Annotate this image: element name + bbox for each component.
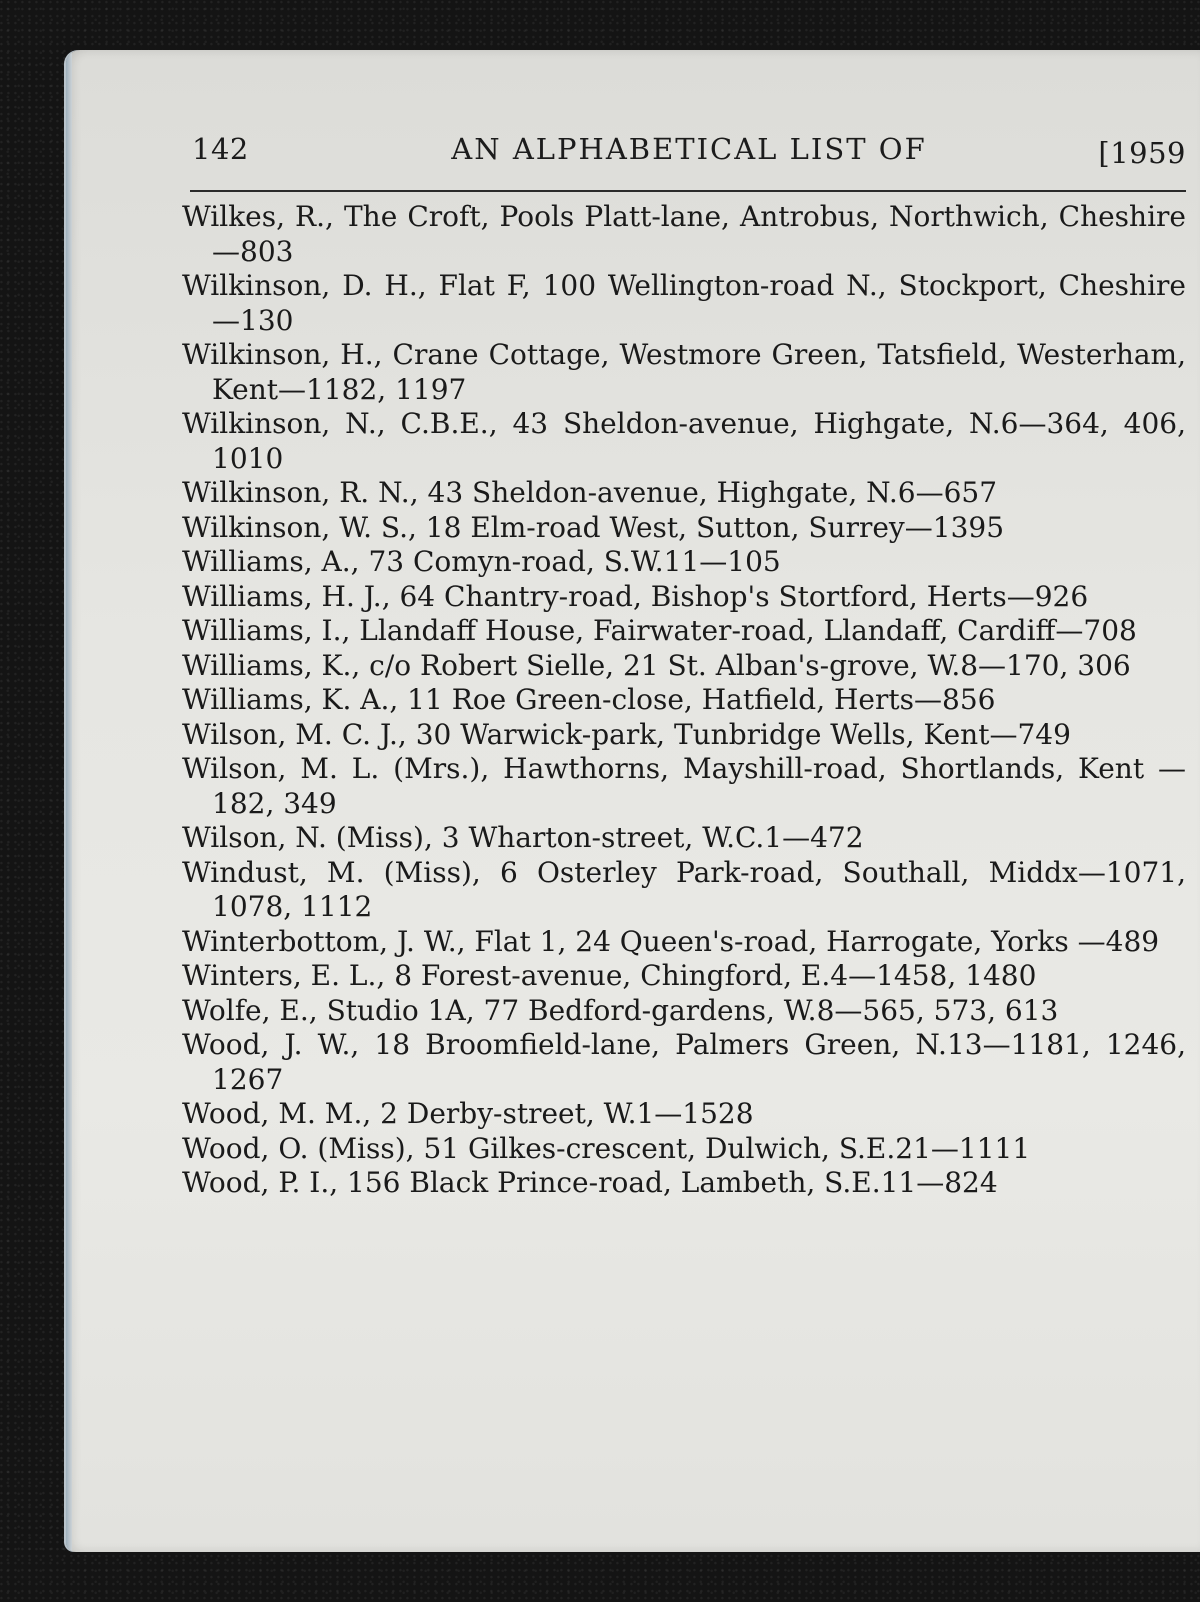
list-item: Wilkes, R., The Croft, Pools Platt-lane, Antrobus, Northwich, Cheshire—803 (182, 200, 1186, 268)
list-item: Williams, H. J., 64 Chantry-road, Bishop's Stortford, Herts—926 (182, 579, 1089, 613)
running-header (192, 132, 1186, 174)
list-item: Winterbottom, J. W., Flat 1, 24 Queen's-road, Harrogate, Yorks —489 (182, 924, 1160, 958)
directory-list (182, 200, 1186, 1201)
year-label: [1959 (1098, 136, 1186, 170)
list-item: Wood, M. M., 2 Derby-street, W.1—1528 (182, 1097, 754, 1130)
list-item: Wilkinson, D. H., Flat F, 100 Wellington-road N., Stockport, Cheshire—130 (182, 269, 1186, 337)
list-item: Wilkinson, N., C.B.E., 43 Sheldon-avenue, Highgate, N.6—364, 406, 1010 (182, 407, 1186, 475)
list-item: Williams, K. A., 11 Roe Green-close, Hatfield, Herts—856 (182, 683, 996, 716)
list-item: Wilson, M. C. J., 30 Warwick-park, Tunbridge Wells, Kent—749 (182, 717, 1071, 751)
list-item: Wood, P. I., 156 Black Prince-road, Lambeth, S.E.11—824 (182, 1166, 998, 1199)
running-title: AN ALPHABETICAL LIST OF (451, 132, 927, 166)
book-page (66, 50, 1200, 1552)
list-item: Wilkinson, R. N., 43 Sheldon-avenue, Highgate, N.6—657 (182, 476, 998, 509)
list-item: Winters, E. L., 8 Forest-avenue, Chingford, E.4—1458, 1480 (182, 959, 1037, 992)
list-item: Wilkinson, H., Crane Cottage, Westmore Green, Tatsfield, Westerham, Kent—1182, 1197 (182, 338, 1186, 406)
list-item: Williams, A., 73 Comyn-road, S.W.11—105 (182, 545, 781, 578)
list-item: Wolfe, E., Studio 1A, 77 Bedford-gardens, W.8—565, 573, 613 (182, 993, 1059, 1027)
list-item: Wilkinson, W. S., 18 Elm-road West, Sutton, Surrey—1395 (182, 510, 1005, 544)
list-item: Williams, I., Llandaff House, Fairwater-road, Llandaff, Cardiff—708 (182, 614, 1137, 647)
list-item: Windust, M. (Miss), 6 Osterley Park-road, Southall, Middx—1071, 1078, 1112 (182, 855, 1186, 923)
list-item: Wilson, N. (Miss), 3 Wharton-street, W.C.1—472 (182, 821, 864, 854)
list-item: Williams, K., c/o Robert Sielle, 21 St. Alban's-grove, W.8—170, 306 (182, 648, 1131, 682)
page-edge (66, 50, 72, 1552)
header-rule (190, 190, 1186, 192)
list-item: Wood, O. (Miss), 51 Gilkes-crescent, Dulwich, S.E.21—1111 (182, 1131, 1031, 1165)
list-item: Wood, J. W., 18 Broomfield-lane, Palmers Green, N.13—1181, 1246, 1267 (182, 1028, 1186, 1096)
page-number: 142 (192, 132, 249, 166)
list-item: Wilson, M. L. (Mrs.), Hawthorns, Mayshill-road, Shortlands, Kent —182, 349 (182, 752, 1186, 820)
